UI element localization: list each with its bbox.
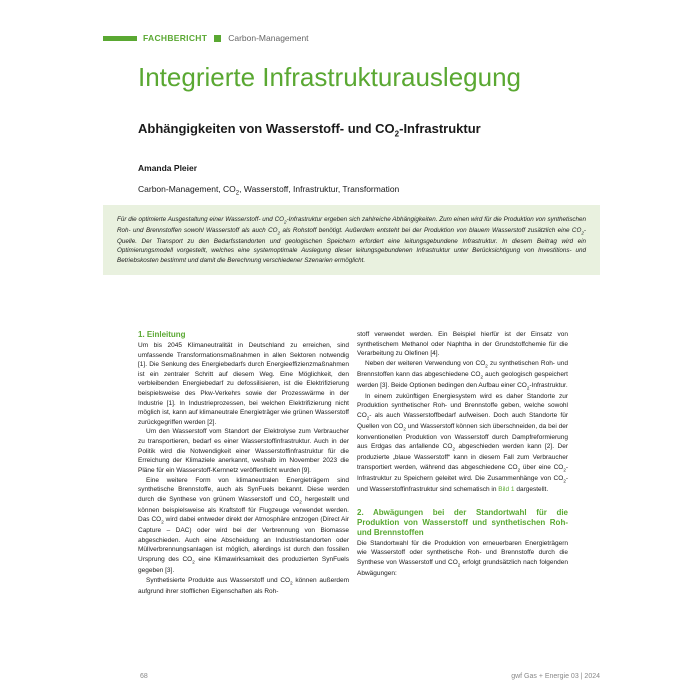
abstract-text: Für die optimierte Ausgestaltung einer Wasserstoff- und $CO_2$-Infrastruktur ergeben sich zahlreiche Abhängigkeiten. Zum einen wird für die Produktion von synthetischen Roh- und Brennstoffen sowohl Wasserstoff als auch $CO_2$ als Rohstoff benötigt. Außerdem entsteht bei der Produktion von blauem Wasserstoff zusätzlich eine $CO_2$-Quelle. Der Transport zu den Bedarfsstandorten und geologischen Speichern erfordert eine leitungsgebundene Infrastruktur. In diesem Beitrag wird ein Optimierungsmodell vorgestellt, welches eine systemoptimale Auslegung dieser leitungsgebundenen Infrastruktur unter Berücksichtigung von Investitions- und Betriebskosten bestimmt und damit die Berechnung verschiedener Szenarien ermöglicht. bbox=[117, 216, 587, 264]
author-name: Amanda Pleier bbox=[138, 163, 198, 173]
article-subtitle: Abhängigkeiten von Wasserstoff- und $CO_2$-Infrastruktur bbox=[138, 121, 481, 139]
paragraph: Neben der weiteren Verwendung von $CO_2$ zu synthetischen Roh- und Brennstoffen kann das abgeschiedene $CO_2$ auch geologisch gespeichert werden [3]. Beide Optionen bedingen den Aufbau einer $CO_2$-Infrastruktur. bbox=[357, 359, 568, 391]
section-header bbox=[103, 33, 309, 43]
figure-link[interactable]: Bild 1 bbox=[498, 485, 515, 493]
header-kicker: FACHBERICHT bbox=[143, 33, 208, 43]
paragraph: stoff verwendet werden. Ein Beispiel hierfür ist der Einsatz von synthetischem Methanol oder Naphtha in der Grundstoffchemie für die Verarbeitung zu Olefinen [4]. bbox=[357, 331, 568, 358]
header-square-icon bbox=[214, 35, 221, 42]
section-1-heading: 1. Einleitung bbox=[138, 330, 186, 339]
paragraph: Um den Wasserstoff vom Standort der Elektrolyse zum Verbraucher zu transportieren, bedarf es einer Wasserstoffinfrastruktur. Auch in der Politik wird die Notwendigkeit einer Wasserstoffinfrastruktur für die Erreichung der Klimaziele anerkannt, weshalb im November 2023 die Pläne für ein Wasserstoff-Kernnetz veröffentlicht wurden [9]. bbox=[138, 428, 349, 474]
page-number: 68 bbox=[140, 673, 148, 680]
paragraph: Synthetisierte Produkte aus Wasserstoff und $CO_2$ können außerdem aufgrund ihrer stofflichen Eigenschaften als Roh- bbox=[138, 576, 349, 595]
article-title: Integrierte Infrastrukturauslegung bbox=[138, 62, 521, 92]
paragraph: Die Standortwahl für die Produktion von erneuerbaren Energieträgern wie Wasserstoff oder synthetische Roh- und Brennstoffe durch die Synthese von Wasserstoff und $CO_2$ erfolgt grundsätzlich nach folgenden Abwägungen: bbox=[357, 539, 568, 577]
column-right bbox=[357, 330, 568, 578]
section-2-heading: 2. Abwägungen bei der Standortwahl für die Produktion von Wasserstoff und synthetischen Roh- und Brennstoffen bbox=[357, 507, 568, 537]
paragraph: Um bis 2045 Klimaneutralität in Deutschland zu erreichen, sind umfassende Transformationsmaßnahmen in allen Sektoren notwendig [1]. Die Senkung des Energiebedarfs durch Energieeffizienzmaßnahmen ist ein zentraler Schritt auf diesem Weg. Eine Möglichkeit, den verbleibenden Energiebedarf zu defossilisieren, ist die Elektrifizierung beispielsweise des Pkw-Verkehrs sowie der Prozesswärme in der Industrie [1]. In Industrieprozessen, bei welchen Elektrifizierung nicht möglich ist, kann auf klimaneutrale Energieträger wie grünen Wasserstoff zurückgegriffen werden [2]. bbox=[138, 342, 349, 426]
paragraph: Eine weitere Form von klimaneutralen Energieträgern sind synthetische Brennstoffe, auch als SynFuels bekannt. Diese werden durch die Synthese von grünem Wasserstoff und $CO_2$ hergestellt und können beispielsweise als Kraftstoff für Flugzeuge verwendet werden. Das $CO_2$ wird dabei entweder direkt der Atmosphäre entzogen (Direct Air Capture – DAC) oder wird bei der Verbrennung von Biomasse abgeschieden. Auch eine Abscheidung an Industriestandorten oder Müllverbrennungsanlagen ist möglich, allerdings ist durch den fossilen Ursprung des $CO_2$ eine Klimawirksamkeit des produzierten SynFuels gegeben [3]. bbox=[138, 476, 349, 575]
journal-name: gwf Gas + Energie 03 | 2024 bbox=[511, 673, 600, 680]
paragraph: In einem zukünftigen Energiesystem wird es daher Standorte zur Produktion synthetischer Roh- und Brennstoffe geben, welche sowohl $CO_2-$ als auch Wasserstoffbedarf aufweisen. Doch auch Standorte für Quellen von $CO_2$ und Wasserstoff können sich überschneiden, da bei der konventionellen Produktion von Wasserstoff durch Dampfreformierung aus Erdgas das anfallende $CO_2$ abgeschieden werden kann [2]. Der produzierte „blaue Wasserstoff“ kann in diesem Fall zum Verbraucher transportiert werden, während das abgeschiedene $CO_2$ über eine $CO_2$-Infrastruktur zu Speichern geleitet wird. Die Zusammenhänge von $CO_2-$ und Wasserstoffinfrastruktur sind schematisch in Bild 1 dargestellt. bbox=[357, 392, 569, 493]
header-category: Carbon-Management bbox=[228, 33, 309, 43]
header-accent-line bbox=[103, 36, 137, 41]
keywords: Carbon-Management, $CO_2$, Wasserstoff, Infrastruktur, Transformation bbox=[138, 184, 400, 197]
abstract-box bbox=[103, 205, 600, 275]
column-left bbox=[138, 330, 349, 596]
